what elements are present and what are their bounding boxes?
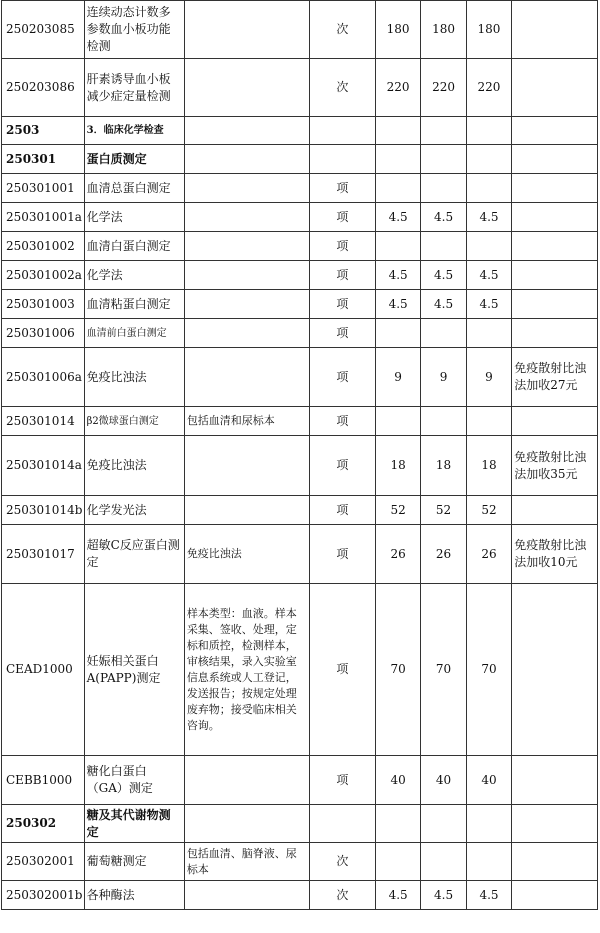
price-3-cell: 52 [466, 496, 511, 525]
price-1-cell [375, 232, 420, 261]
code-cell: CEAD1000 [2, 584, 85, 756]
note-cell [512, 1, 598, 59]
name-cell: 免疫比浊法 [84, 348, 184, 407]
table-row [2, 348, 598, 407]
content-cell [184, 261, 309, 290]
price-table [1, 0, 598, 910]
price-1-cell [375, 319, 420, 348]
code-cell: 250301002a [2, 261, 85, 290]
code-cell: 250302 [2, 805, 85, 843]
content-cell [184, 232, 309, 261]
code-cell: 250301002 [2, 232, 85, 261]
code-cell: 250301003 [2, 290, 85, 319]
note-cell [512, 407, 598, 436]
price-1-cell: 18 [375, 436, 420, 496]
table-row [2, 174, 598, 203]
code-cell: 250301014a [2, 436, 85, 496]
name-cell: 化学法 [84, 261, 184, 290]
unit-cell [309, 145, 375, 174]
name-cell: 血清粘蛋白测定 [84, 290, 184, 319]
content-cell [184, 348, 309, 407]
name-cell: 免疫比浊法 [84, 436, 184, 496]
price-1-cell: 70 [375, 584, 420, 756]
code-cell: 250301 [2, 145, 85, 174]
unit-cell: 项 [309, 496, 375, 525]
name-cell: 连续动态计数多参数血小板功能检测 [84, 1, 184, 59]
name-cell: 化学法 [84, 203, 184, 232]
name-cell: 糖及其代谢物测定 [84, 805, 184, 843]
unit-cell: 项 [309, 174, 375, 203]
content-cell: 免疫比浊法 [184, 525, 309, 584]
note-cell [512, 59, 598, 117]
price-1-cell [375, 843, 420, 881]
unit-cell: 项 [309, 584, 375, 756]
price-3-cell [466, 145, 511, 174]
price-1-cell [375, 407, 420, 436]
price-1-cell: 40 [375, 756, 420, 805]
table-row [2, 1, 598, 59]
unit-cell: 项 [309, 319, 375, 348]
name-cell: 糖化白蛋白（GA）测定 [84, 756, 184, 805]
note-cell: 免疫散射比浊法加收35元 [512, 436, 598, 496]
table-row [2, 290, 598, 319]
table-row [2, 232, 598, 261]
code-cell: 250301014b [2, 496, 85, 525]
name-cell: 血清白蛋白测定 [84, 232, 184, 261]
content-cell [184, 496, 309, 525]
table-row [2, 881, 598, 910]
code-cell: 250302001 [2, 843, 85, 881]
note-cell [512, 117, 598, 145]
price-1-cell: 4.5 [375, 261, 420, 290]
price-3-cell: 4.5 [466, 881, 511, 910]
table-row [2, 496, 598, 525]
code-cell: 2503 [2, 117, 85, 145]
note-cell [512, 843, 598, 881]
price-2-cell [421, 843, 466, 881]
price-3-cell [466, 117, 511, 145]
price-2-cell: 52 [421, 496, 466, 525]
price-2-cell: 4.5 [421, 290, 466, 319]
note-cell [512, 203, 598, 232]
price-3-cell: 180 [466, 1, 511, 59]
table-row [2, 584, 598, 756]
note-cell [512, 145, 598, 174]
unit-cell: 次 [309, 59, 375, 117]
name-cell: 血清总蛋白测定 [84, 174, 184, 203]
price-2-cell: 40 [421, 756, 466, 805]
name-cell: 化学发光法 [84, 496, 184, 525]
note-cell [512, 174, 598, 203]
note-cell [512, 319, 598, 348]
name-cell: 妊娠相关蛋白A(PAPP)测定 [84, 584, 184, 756]
note-cell: 免疫散射比浊法加收10元 [512, 525, 598, 584]
price-2-cell [421, 319, 466, 348]
unit-cell [309, 805, 375, 843]
content-cell [184, 1, 309, 59]
content-cell [184, 203, 309, 232]
price-2-cell [421, 145, 466, 174]
price-2-cell: 4.5 [421, 203, 466, 232]
content-cell [184, 436, 309, 496]
price-3-cell [466, 843, 511, 881]
price-2-cell [421, 117, 466, 145]
price-3-cell: 4.5 [466, 261, 511, 290]
name-cell: 超敏C反应蛋白测定 [84, 525, 184, 584]
name-cell: 血清前白蛋白测定 [84, 319, 184, 348]
price-3-cell: 220 [466, 59, 511, 117]
content-cell [184, 881, 309, 910]
name-cell: 肝素诱导血小板减少症定量检测 [84, 59, 184, 117]
price-1-cell: 26 [375, 525, 420, 584]
name-cell: β2微球蛋白测定 [84, 407, 184, 436]
unit-cell: 项 [309, 756, 375, 805]
price-3-cell: 70 [466, 584, 511, 756]
code-cell: CEBB1000 [2, 756, 85, 805]
name-cell: 3．临床化学检查 [84, 117, 184, 145]
table-row [2, 319, 598, 348]
price-2-cell [421, 232, 466, 261]
code-cell: 250301006a [2, 348, 85, 407]
price-3-cell [466, 407, 511, 436]
note-cell [512, 232, 598, 261]
note-cell: 免疫散射比浊法加收27元 [512, 348, 598, 407]
name-cell: 葡萄糖测定 [84, 843, 184, 881]
price-1-cell [375, 145, 420, 174]
content-cell [184, 290, 309, 319]
content-cell [184, 756, 309, 805]
code-cell: 250203086 [2, 59, 85, 117]
unit-cell: 项 [309, 348, 375, 407]
price-3-cell: 40 [466, 756, 511, 805]
price-3-cell: 26 [466, 525, 511, 584]
table-row [2, 805, 598, 843]
price-1-cell: 4.5 [375, 881, 420, 910]
note-cell [512, 756, 598, 805]
price-2-cell: 4.5 [421, 261, 466, 290]
code-cell: 250203085 [2, 1, 85, 59]
code-cell: 250301006 [2, 319, 85, 348]
price-1-cell: 52 [375, 496, 420, 525]
price-1-cell: 220 [375, 59, 420, 117]
note-cell [512, 881, 598, 910]
code-cell: 250301001 [2, 174, 85, 203]
unit-cell: 次 [309, 881, 375, 910]
content-cell [184, 59, 309, 117]
table-row [2, 436, 598, 496]
price-2-cell: 70 [421, 584, 466, 756]
note-cell [512, 584, 598, 756]
price-2-cell [421, 174, 466, 203]
content-cell [184, 319, 309, 348]
unit-cell: 项 [309, 436, 375, 496]
price-3-cell: 4.5 [466, 203, 511, 232]
unit-cell: 次 [309, 1, 375, 59]
name-cell: 各种酶法 [84, 881, 184, 910]
price-1-cell [375, 174, 420, 203]
price-2-cell: 220 [421, 59, 466, 117]
table-row [2, 145, 598, 174]
content-cell [184, 805, 309, 843]
code-cell: 250301014 [2, 407, 85, 436]
note-cell [512, 496, 598, 525]
code-cell: 250301001a [2, 203, 85, 232]
price-3-cell [466, 174, 511, 203]
price-1-cell: 4.5 [375, 203, 420, 232]
price-2-cell: 180 [421, 1, 466, 59]
price-3-cell [466, 232, 511, 261]
content-cell [184, 145, 309, 174]
content-cell: 样本类型：血液。样本采集、签收、处理，定标和质控，检测样本，审核结果，录入实验室信息系统或人工登记，发送报告；按规定处理废弃物；接受临床相关咨询。 [184, 584, 309, 756]
code-cell: 250302001b [2, 881, 85, 910]
price-3-cell [466, 805, 511, 843]
price-1-cell [375, 117, 420, 145]
table-row [2, 59, 598, 117]
price-2-cell: 9 [421, 348, 466, 407]
price-2-cell: 18 [421, 436, 466, 496]
price-1-cell: 9 [375, 348, 420, 407]
price-2-cell [421, 407, 466, 436]
table-row [2, 525, 598, 584]
unit-cell: 项 [309, 290, 375, 319]
unit-cell: 项 [309, 261, 375, 290]
table-row [2, 203, 598, 232]
unit-cell: 项 [309, 525, 375, 584]
content-cell: 包括血清、脑脊液、尿标本 [184, 843, 309, 881]
unit-cell: 项 [309, 407, 375, 436]
price-3-cell: 18 [466, 436, 511, 496]
note-cell [512, 290, 598, 319]
unit-cell: 项 [309, 232, 375, 261]
table-row [2, 407, 598, 436]
price-1-cell: 180 [375, 1, 420, 59]
note-cell [512, 261, 598, 290]
name-cell: 蛋白质测定 [84, 145, 184, 174]
unit-cell [309, 117, 375, 145]
price-3-cell [466, 319, 511, 348]
table-row [2, 843, 598, 881]
code-cell: 250301017 [2, 525, 85, 584]
content-cell [184, 174, 309, 203]
content-cell: 包括血清和尿标本 [184, 407, 309, 436]
note-cell [512, 805, 598, 843]
price-1-cell: 4.5 [375, 290, 420, 319]
content-cell [184, 117, 309, 145]
price-2-cell: 26 [421, 525, 466, 584]
price-3-cell: 4.5 [466, 290, 511, 319]
table-row [2, 261, 598, 290]
table-row [2, 756, 598, 805]
price-3-cell: 9 [466, 348, 511, 407]
table-row [2, 117, 598, 145]
price-2-cell: 4.5 [421, 881, 466, 910]
price-2-cell [421, 805, 466, 843]
unit-cell: 项 [309, 203, 375, 232]
price-1-cell [375, 805, 420, 843]
unit-cell: 次 [309, 843, 375, 881]
